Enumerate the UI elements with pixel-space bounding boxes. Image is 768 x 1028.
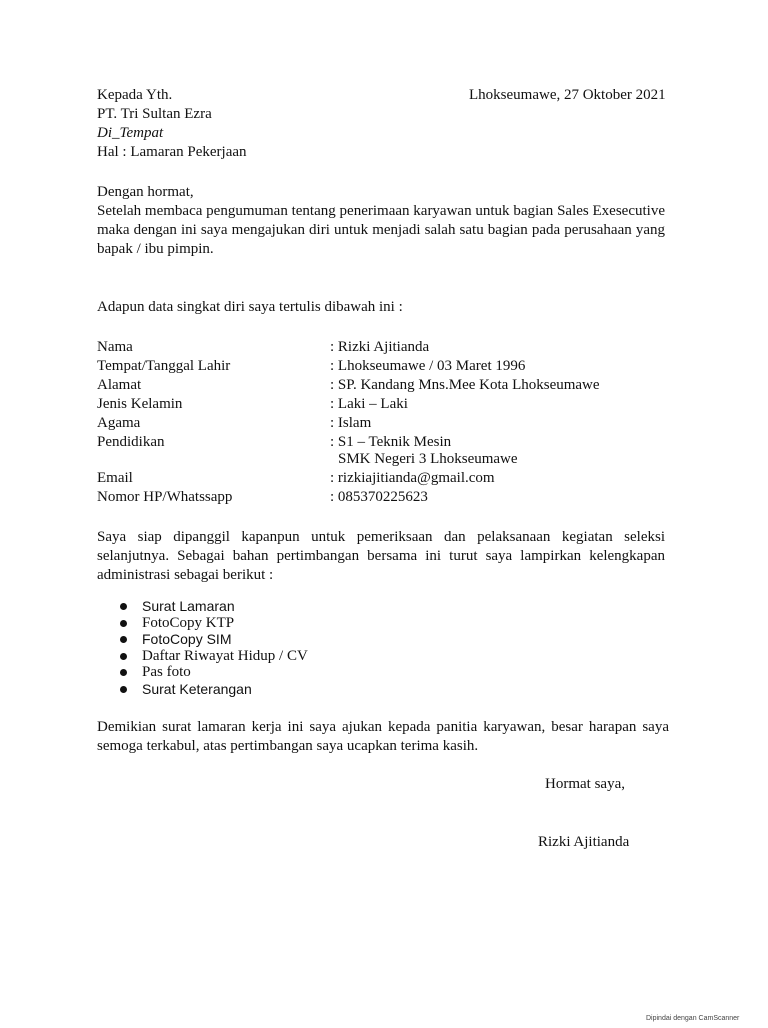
- data-row: [97, 376, 657, 395]
- bullet-icon: [120, 669, 127, 676]
- attachment-label: Pas foto: [142, 664, 191, 680]
- opening-paragraph: Setelah membaca pengumuman tentang penerimaan karyawan untuk bagian Sales Exesecutive maka dengan ini saya mengajukan diri untuk menjadi salah satu bagian pada perusahaan yang bapak / ibu pimpin.: [97, 203, 665, 257]
- attachment-label: Daftar Riwayat Hidup / CV: [142, 647, 308, 664]
- bullet-icon: [120, 636, 127, 643]
- closing-paragraph: Demikian surat lamaran kerja ini saya ajukan kepada panitia karyawan, besar harapan saya semoga terkabul, atas pertimbangan saya ucapkan terima kasih.: [97, 719, 669, 754]
- data-row: [97, 450, 657, 469]
- data-label: Tempat/Tanggal Lahir: [97, 358, 231, 374]
- data-row: [97, 488, 657, 507]
- bullet-icon: [120, 653, 127, 660]
- attachment-label: FotoCopy KTP: [142, 614, 235, 631]
- attachments-list: [118, 598, 308, 697]
- data-label: Pendidikan: [97, 434, 165, 450]
- intro-data: Adapun data singkat diri saya tertulis dibawah ini :: [97, 299, 403, 315]
- data-row: [97, 395, 657, 414]
- list-item: [118, 631, 308, 648]
- signature-name: Rizki Ajitianda: [538, 834, 630, 850]
- list-item: [118, 648, 308, 665]
- data-value: SMK Negeri 3 Lhokseumawe: [338, 451, 518, 467]
- data-label: Nama: [97, 339, 133, 355]
- attachment-label: Surat Lamaran: [142, 598, 235, 614]
- list-item: [118, 664, 308, 681]
- data-value: : SP. Kandang Mns.Mee Kota Lhokseumawe: [330, 377, 600, 393]
- data-label: Email: [97, 470, 133, 486]
- data-row: [97, 338, 657, 357]
- data-label: Nomor HP/Whatssapp: [97, 489, 233, 505]
- data-label: Alamat: [97, 377, 142, 393]
- data-row: [97, 469, 657, 488]
- bullet-icon: [120, 686, 127, 693]
- data-value: : 085370225623: [330, 489, 428, 505]
- body-paragraph: Saya siap dipanggil kapanpun untuk pemeriksaan dan pelaksanaan kegiatan seleksi selanjutnya. Sebagai bahan pertimbangan bersama ini turut saya lampirkan kelengkapan administrasi sebagai berikut :: [97, 529, 665, 583]
- data-value: : rizkiajitianda@gmail.com: [330, 470, 495, 486]
- place-date: Lhokseumawe, 27 Oktober 2021: [469, 87, 666, 103]
- attachment-label: FotoCopy SIM: [142, 631, 232, 647]
- bullet-icon: [120, 603, 127, 610]
- signature-salutation: Hormat saya,: [545, 776, 625, 792]
- attachment-label: Surat Keterangan: [142, 680, 252, 697]
- scanner-note: Dipindai dengan CamScanner: [646, 1015, 740, 1022]
- data-row: [97, 414, 657, 433]
- recipient-line-3: Di_Tempat: [97, 125, 164, 141]
- bullet-icon: [120, 620, 127, 627]
- data-value: : Rizki Ajitianda: [330, 339, 430, 355]
- data-row: [97, 357, 657, 376]
- recipient-line-2: PT. Tri Sultan Ezra: [97, 106, 212, 122]
- recipient-line-1: Kepada Yth.: [97, 87, 173, 103]
- data-value: : Islam: [330, 415, 372, 431]
- data-value: : Lhokseumawe / 03 Maret 1996: [330, 358, 526, 374]
- data-label: Agama: [97, 415, 141, 431]
- list-item: [118, 681, 308, 698]
- list-item: [118, 615, 308, 632]
- data-value: : S1 – Teknik Mesin: [330, 434, 452, 450]
- letter-subject: Hal : Lamaran Pekerjaan: [97, 144, 247, 160]
- data-label: Jenis Kelamin: [97, 396, 183, 412]
- greeting: Dengan hormat,: [97, 184, 194, 200]
- list-item: [118, 598, 308, 615]
- data-value: : Laki – Laki: [330, 396, 408, 412]
